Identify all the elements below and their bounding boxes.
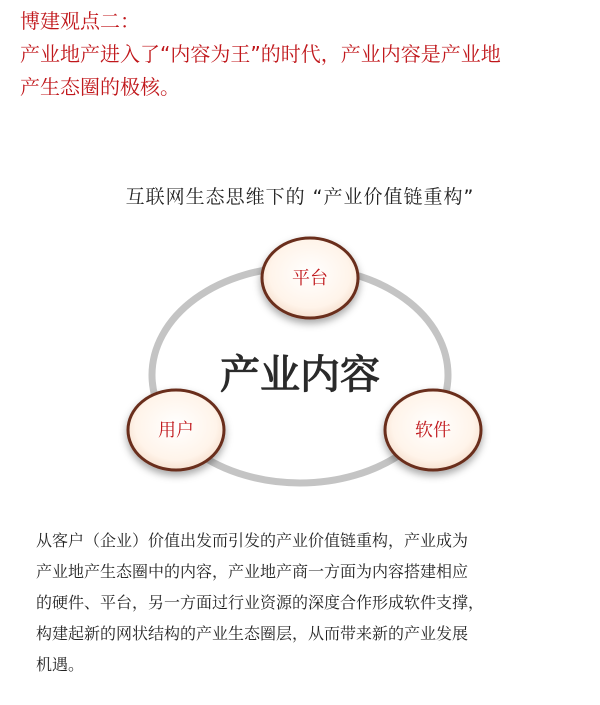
description — [36, 525, 576, 680]
viewpoint-line-2: 产生态圈的极核。 — [20, 75, 180, 99]
description-line-2: 产业地产生态圈中的内容，产业地产商一方面为内容搭建相应 — [36, 562, 469, 581]
node-user-label: 用户 — [158, 420, 194, 441]
viewpoint-heading — [20, 5, 590, 104]
description-line-4: 构建起新的网状结构的产业生态圈层，从而带来新的产业发展 — [36, 624, 469, 643]
ecosystem-diagram — [0, 220, 600, 510]
diagram-title: 互联网生态思维下的 “产业价值链重构” — [125, 186, 475, 208]
node-user — [128, 390, 224, 470]
viewpoint-line-1: 产业地产进入了“内容为王”的时代，产业内容是产业地 — [20, 42, 501, 66]
node-software-label: 软件 — [415, 420, 451, 441]
description-line-3: 的硬件、平台，另一方面过行业资源的深度合作形成软件支撑， — [36, 593, 485, 612]
description-line-1: 从客户（企业）价值出发而引发的产业价值链重构，产业成为 — [36, 531, 469, 550]
viewpoint-label: 博建观点二： — [20, 9, 140, 33]
node-platform-label: 平台 — [292, 268, 328, 289]
node-software — [385, 390, 481, 470]
description-line-5: 机遇。 — [36, 655, 85, 674]
center-label: 产业内容 — [220, 352, 380, 398]
node-platform — [262, 238, 358, 318]
